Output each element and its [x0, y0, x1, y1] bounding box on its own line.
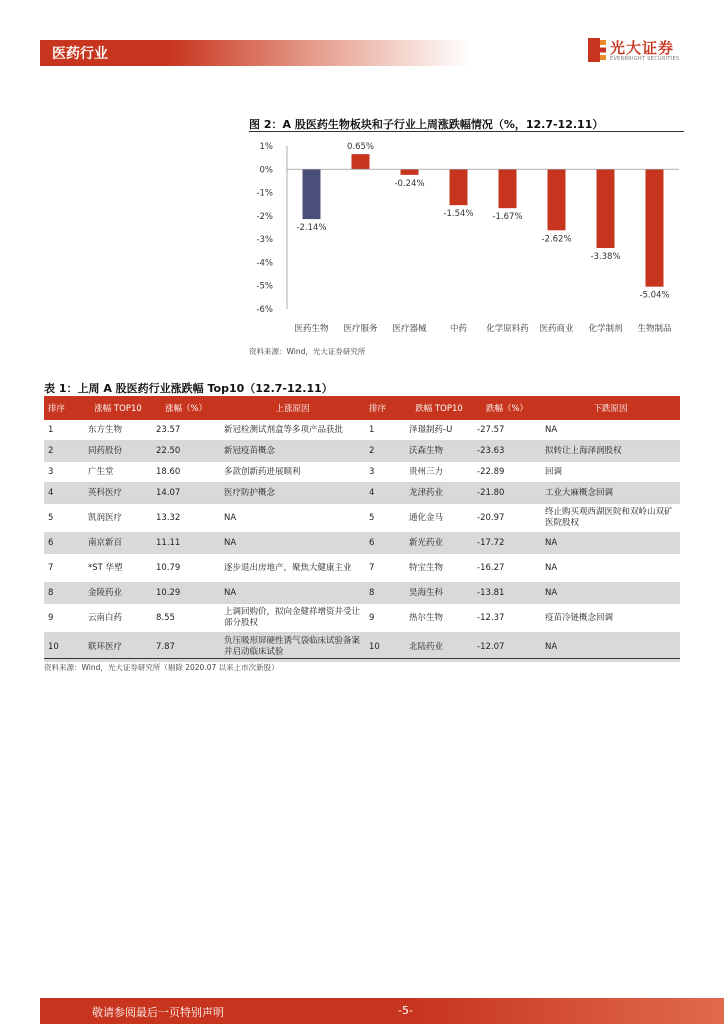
table-cell: NA [541, 633, 680, 662]
table-cell: 11.11 [152, 533, 220, 554]
y-tick-label: -5% [256, 281, 273, 292]
y-tick-label: 1% [259, 142, 273, 152]
top10-table [44, 396, 680, 662]
table-cell: 英科医疗 [84, 483, 152, 504]
y-tick-label: -2% [256, 211, 273, 222]
table-cell: 10.29 [152, 583, 220, 604]
table-cell: -13.81 [473, 583, 541, 604]
table-cell: 1 [44, 420, 84, 441]
table-cell: 4 [365, 483, 405, 504]
table-cell: NA [220, 533, 365, 554]
table-cell: 广生堂 [84, 462, 152, 483]
table-cell: 23.57 [152, 420, 220, 441]
table-cell: 昊海生科 [405, 583, 473, 604]
table-row [44, 483, 680, 504]
data-label: -1.67% [492, 212, 523, 223]
table-cell: 10 [365, 633, 405, 662]
table-row [44, 583, 680, 604]
bar [646, 169, 664, 286]
table-cell: 疫苗冷链概念回调 [541, 604, 680, 633]
table-cell: NA [541, 533, 680, 554]
table-cell: NA [541, 583, 680, 604]
table-source: 资料来源：Wind，光大证券研究所（剔除 2020.07 以来上市次新股） [44, 663, 279, 672]
table-cell: 13.32 [152, 504, 220, 533]
col-header: 跌幅 TOP10 [405, 396, 473, 420]
table-row [44, 420, 680, 441]
table-cell: -16.27 [473, 554, 541, 583]
col-header: 跌幅（%） [473, 396, 541, 420]
table-cell: NA [220, 583, 365, 604]
table-cell: 多款创新药进展顺利 [220, 462, 365, 483]
table-header-row [44, 396, 680, 420]
table-cell: -12.07 [473, 633, 541, 662]
x-tick-label: 中药 [449, 324, 468, 334]
table-cell: 新光药业 [405, 533, 473, 554]
col-header: 排序 [44, 396, 84, 420]
table-row [44, 462, 680, 483]
table-row [44, 533, 680, 554]
table-cell: 贵州三力 [405, 462, 473, 483]
table-cell: 特宝生物 [405, 554, 473, 583]
y-tick-label: -6% [256, 305, 273, 315]
table-cell: 龙津药业 [405, 483, 473, 504]
table-cell: 新冠检测试剂盒等多项产品获批 [220, 420, 365, 441]
table-cell: 7 [44, 554, 84, 583]
table-cell: 工业大麻概念回调 [541, 483, 680, 504]
x-tick-label: 生物制品 [637, 324, 672, 334]
table-cell: 10.79 [152, 554, 220, 583]
col-header: 涨幅 TOP10 [84, 396, 152, 420]
figure-divider [249, 131, 684, 132]
footer-disclaimer: 敬请参阅最后一页特别声明 [92, 1006, 224, 1019]
table-cell: -27.57 [473, 420, 541, 441]
table-cell: -12.37 [473, 604, 541, 633]
y-tick-label: -4% [256, 258, 273, 269]
table-cell: 凯润医疗 [84, 504, 152, 533]
table-cell: -21.80 [473, 483, 541, 504]
table-cell: 7 [365, 554, 405, 583]
table-cell: 北陆药业 [405, 633, 473, 662]
table-cell: 新冠疫苗概念 [220, 441, 365, 462]
table-cell: 1 [365, 420, 405, 441]
table-cell: 东方生物 [84, 420, 152, 441]
table-cell: 5 [44, 504, 84, 533]
table-cell: 南京新百 [84, 533, 152, 554]
data-label: -0.24% [394, 178, 425, 189]
table-row [44, 604, 680, 633]
x-tick-label: 医疗器械 [392, 324, 427, 334]
logo-subtext: EVERBRIGHT SECURITIES [610, 56, 680, 62]
table-cell: 8 [365, 583, 405, 604]
data-label: -2.14% [296, 223, 327, 234]
company-logo [588, 36, 688, 66]
bar [401, 169, 419, 175]
figure-title: 图 2：A 股医药生物板块和子行业上周涨跌幅情况（%，12.7-12.11） [249, 118, 604, 131]
table-cell: 7.87 [152, 633, 220, 662]
table-row [44, 504, 680, 533]
table-cell: 14.07 [152, 483, 220, 504]
table-cell: 沃森生物 [405, 441, 473, 462]
page-number: -5- [398, 1004, 413, 1017]
table-cell: 9 [44, 604, 84, 633]
table-cell: 热尔生物 [405, 604, 473, 633]
bar [548, 169, 566, 230]
table-cell: *ST 华塑 [84, 554, 152, 583]
col-header: 下跌原因 [541, 396, 680, 420]
x-tick-label: 医药生物 [294, 324, 329, 334]
section-title: 医药行业 [52, 46, 108, 62]
table-row [44, 441, 680, 462]
bar [303, 169, 321, 219]
y-tick-label: -3% [256, 235, 273, 246]
table-cell: 云南白药 [84, 604, 152, 633]
bar [499, 169, 517, 208]
table-cell: 9 [365, 604, 405, 633]
data-label: -1.54% [443, 209, 474, 220]
table-cell: 8 [44, 583, 84, 604]
table-cell: 医疗防护概念 [220, 483, 365, 504]
table-cell: -23.63 [473, 441, 541, 462]
logo-mark-icon [588, 38, 606, 62]
table-cell: 6 [365, 533, 405, 554]
logo-text: 光大证券 [610, 39, 675, 57]
table-cell: -17.72 [473, 533, 541, 554]
figure-source: 资料来源：Wind，光大证券研究所 [249, 347, 366, 356]
table-cell: 逐步退出房地产，聚焦大健康主业 [220, 554, 365, 583]
table-cell: NA [220, 504, 365, 533]
table-cell: 回调 [541, 462, 680, 483]
table-cell: -20.97 [473, 504, 541, 533]
bar [597, 169, 615, 248]
y-tick-label: -1% [256, 188, 273, 199]
col-header: 排序 [365, 396, 405, 420]
data-label: -2.62% [541, 234, 572, 245]
col-header: 涨幅（%） [152, 396, 220, 420]
table-cell: 10 [44, 633, 84, 662]
table-cell: 终止购买观西湖医院和双岭山双矿医院股权 [541, 504, 680, 533]
bar [352, 154, 370, 169]
table-cell: 泽璟制药-U [405, 420, 473, 441]
x-tick-label: 医药商业 [539, 324, 574, 334]
table-cell: 金陵药业 [84, 583, 152, 604]
table-cell: 18.60 [152, 462, 220, 483]
table-cell: 8.55 [152, 604, 220, 633]
table-cell: 上调回购价，拟向金健祥增资并受让部分股权 [220, 604, 365, 633]
table-cell: 通化金马 [405, 504, 473, 533]
table-cell: 2 [365, 441, 405, 462]
table-cell: 4 [44, 483, 84, 504]
table-cell: 22.50 [152, 441, 220, 462]
y-tick-label: 0% [259, 165, 273, 176]
table-cell: 6 [44, 533, 84, 554]
table-cell: 拟转让上海泽润股权 [541, 441, 680, 462]
table-row [44, 554, 680, 583]
table-cell: 5 [365, 504, 405, 533]
table-divider [44, 658, 680, 659]
data-label: -3.38% [590, 251, 621, 262]
x-tick-label: 化学原料药 [486, 324, 529, 334]
table-cell: 同药股份 [84, 441, 152, 462]
table-title: 表 1：上周 A 股医药行业涨跌幅 Top10（12.7-12.11） [44, 382, 333, 395]
bar [450, 169, 468, 205]
table-cell: 3 [365, 462, 405, 483]
table-cell: NA [541, 554, 680, 583]
data-label: 0.65% [346, 142, 375, 153]
table-cell: -22.89 [473, 462, 541, 483]
table-cell: 2 [44, 441, 84, 462]
x-tick-label: 医疗服务 [343, 324, 378, 334]
table-cell: 3 [44, 462, 84, 483]
bar-chart [249, 134, 684, 340]
data-label: -5.04% [639, 290, 670, 301]
table-cell: 联环医疗 [84, 633, 152, 662]
table-cell: 负压吸形屏硬性诱气袋临床试验备案并启动临床试验 [220, 633, 365, 662]
table-cell: NA [541, 420, 680, 441]
col-header: 上涨原因 [220, 396, 365, 420]
x-tick-label: 化学制剂 [588, 324, 623, 334]
